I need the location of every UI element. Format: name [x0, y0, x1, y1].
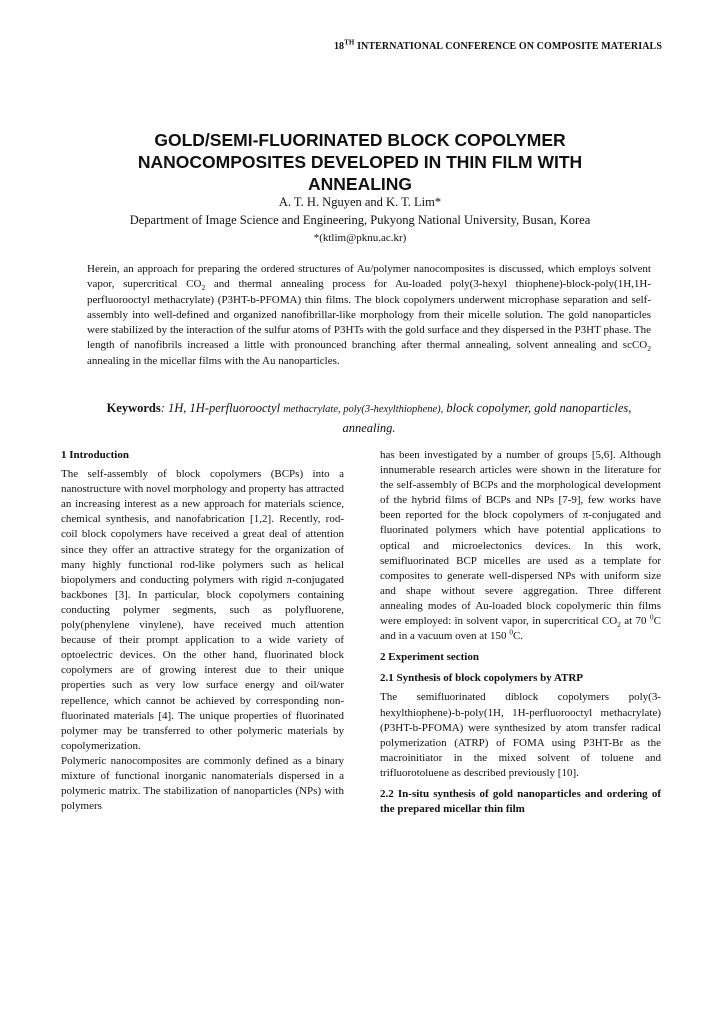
right-column — [380, 448, 661, 817]
left-column — [61, 448, 344, 814]
title-line-1: GOLD/SEMI-FLUORINATED BLOCK COPOLYMER — [154, 130, 566, 150]
section-heading-introduction: 1 Introduction — [61, 449, 129, 461]
abstract: Herein, an approach for preparing the ordered structures of Au/polymer nanocomposites is discussed, which employs solvent vapor, supercritical $CO_2$ and thermal annealing process for Au-loaded poly(3-hexyl thiophene)-block-poly(1H,1H-perfluorooctyl methacrylate) (P3HT-b-PFOMA) thin films. The block copolymers underwent microphase separation and self-assembly into well-defined and organized nanofibrillar-like morphology from their micelle solution. The gold nanoparticles were stabilized by the interaction of the sulfur atoms of P3HTs with the gold surface and they dispersed in the P3HT phase. The length of nanofibrils increased a little with pronounced branching after thermal annealing, solvent annealing and scCO$_2$ annealing in the micellar films with the Au nanoparticles. — [87, 263, 651, 367]
intro-paragraph-2: Polymeric nanocomposites are commonly defined as a binary mixture of functional inorganic nanomaterials dispersed in a polymeric matrix. The stabilization of nanoparticles (NPs) with polymers — [61, 754, 344, 813]
intro-paragraph-continued: has been investigated by a number of groups [5,6]. Although innumerable research articles were shown in the literature for the self-assembly of BCPs and the morphological development of the hybrid films of BCPs and NPs [7-9], few works have been reported for the block copolymers of π-conjugated and fluorinated polymers which have potential applications to optical and microelectonics devices. In this work, semifluorinated BCP micelles are used as a template for composites to generate well-dispersed NPs with uniform size and shape without severe aggregation. Three different annealing modes of Au-loaded block copolymeric thin films were employed: in solvent vapor, in supercritical $CO_2$ at 70 $^0$C and in a vacuum oven at 150 $^0$C. — [380, 449, 661, 643]
authors: A. T. H. Nguyen and K. T. Lim* — [278, 195, 442, 209]
intro-paragraph-1: The self-assembly of block copolymers (BCPs) into a nanostructure with novel morphology and property has attracted an increasing interest as a new approach for materials science, chemical synthesis, and nanofabrication [1,2]. Recently, rod-coil block copolymers have received a great deal of attention since they offer an attractive strategy for the organization of many highly functional rod-like polymers such as helical biopolymers and conducting polymers with rigid π-conjugated backbones [3]. In particular, block copolymers containing conducting polymer segments, such as polyfluorene, poly(phenylene vinylene), have received much attention because of their prompt application to a wide variety of optoelectric devices. On the other hand, fluorinated block copolymers are of growing interest due to their unique properties such as very low surface energy and oil/water repellence, which cannot be achieved by corresponding non-fluorinated materials [4]. The unique properties of fluorinated polymer may be transferred to other polymeric materials by copolymerization. — [61, 468, 344, 752]
section-heading-experiment: 2 Experiment section — [380, 651, 479, 664]
keywords-label: Keywords — [106, 401, 161, 415]
subsection-heading-gold-nanoparticles: 2.2 In-situ synthesis of gold nanoparticles and ordering of the prepared micellar thin film — [380, 787, 661, 816]
title-line-3: ANNEALING — [307, 174, 413, 194]
contact-email: *(ktlim@pknu.ac.kr) — [313, 232, 407, 244]
subsection-heading-synthesis: 2.1 Synthesis of block copolymers by ATRP — [380, 672, 584, 685]
synthesis-paragraph: The semifluorinated diblock copolymers poly(3-hexylthiophene)-b-poly(1H, 1H-perfluorooctyl methacrylate) (P3HT-b-PFOMA) were synthesized by atom transfer radical polymerization (ATRP) of FOMA using P3HT-Br as the macroinitiator in the mixed solvent of toluene and trifluorotoluene as described previously [10]. — [380, 691, 661, 779]
conference-header: 18TH INTERNATIONAL CONFERENCE ON COMPOSITE MATERIALS — [333, 38, 662, 52]
affiliation: Department of Image Science and Engineering, Pukyong National University, Busan, Korea — [129, 213, 591, 227]
keywords: Keywords: 1H, 1H-perfluorooctyl methacrylate, poly(3-hexylthiophene), block copolymer, gold nanoparticles, annealing. — [106, 401, 632, 435]
paper-title — [80, 129, 640, 195]
title-line-2: NANOCOMPOSITES DEVELOPED IN THIN FILM WITH — [137, 152, 583, 172]
